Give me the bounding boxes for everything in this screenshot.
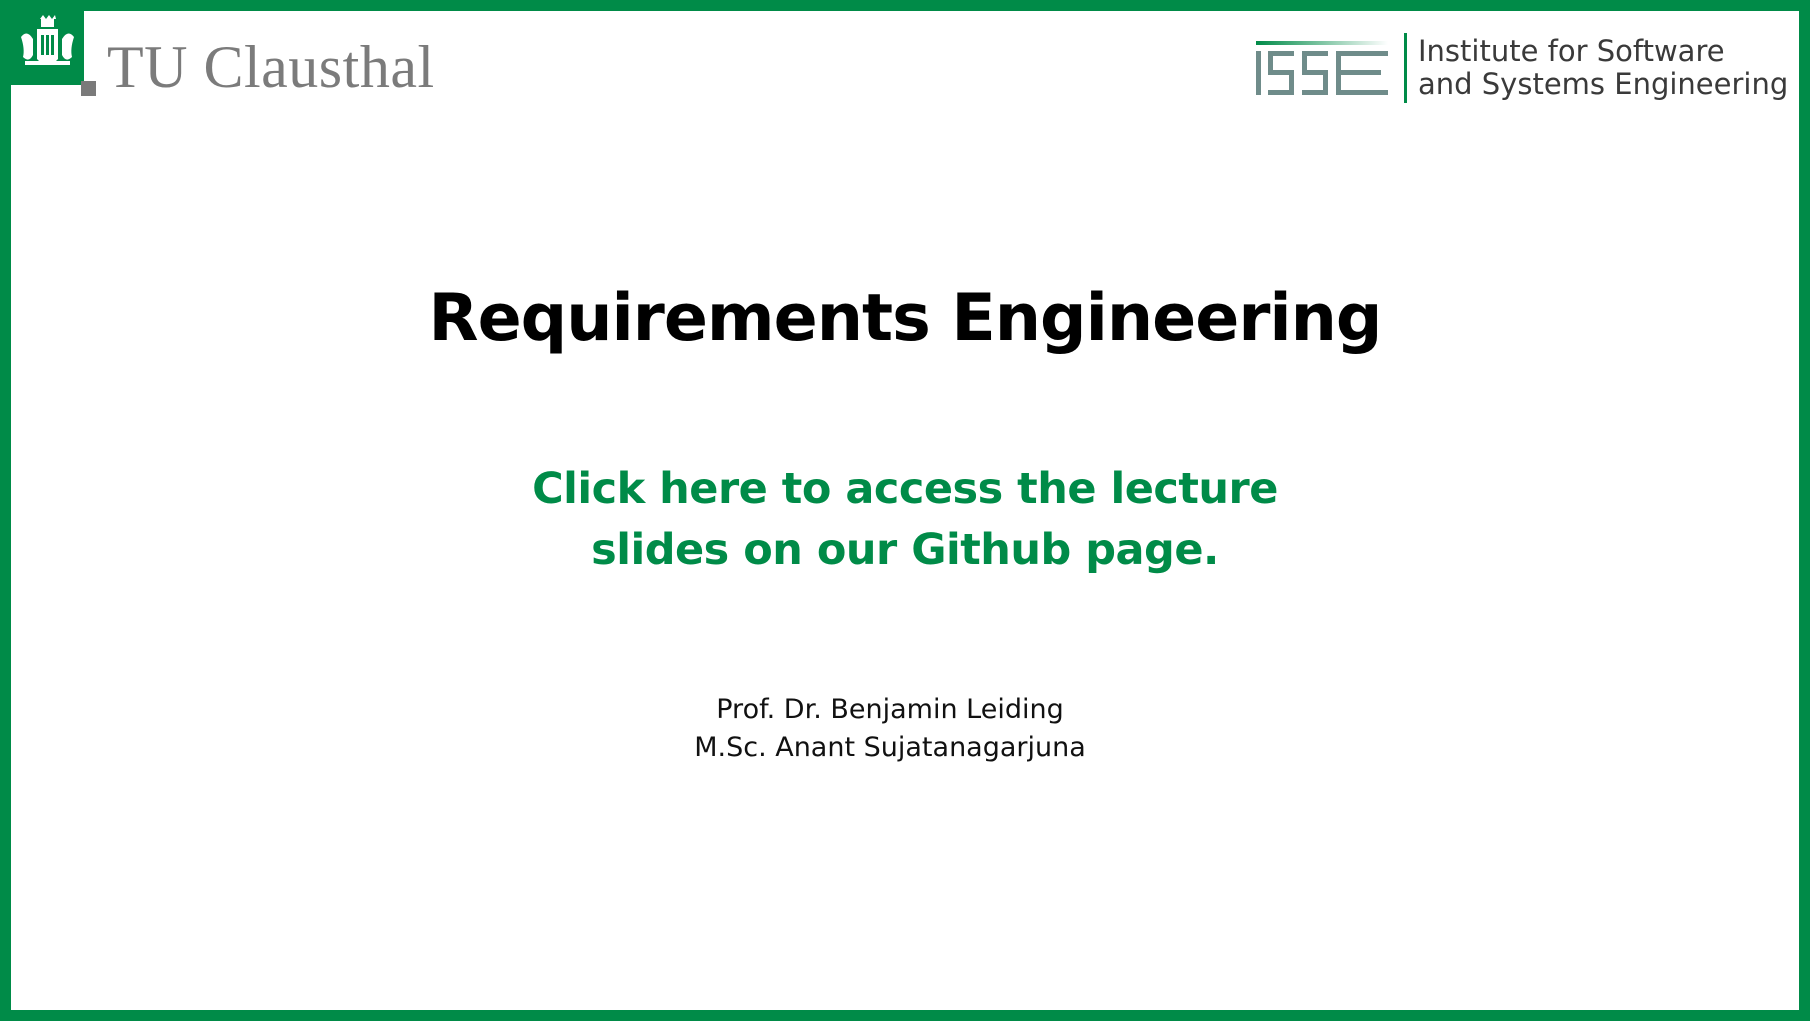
- slide-title: Requirements Engineering: [428, 281, 1382, 356]
- link-line-2[interactable]: slides on our Github page.: [591, 525, 1219, 575]
- institute-name-line2: and Systems Engineering: [1418, 67, 1789, 101]
- authors-block: [11, 691, 1799, 767]
- lecture-slides-link[interactable]: [11, 459, 1799, 581]
- isse-logo-icon: [1256, 37, 1392, 104]
- logo-square-dot: [81, 81, 96, 96]
- institute-name: [1418, 35, 1788, 101]
- university-name: TU Clausthal: [107, 34, 435, 100]
- tu-clausthal-crest-icon: [11, 11, 84, 85]
- link-line-1[interactable]: Click here to access the lecture: [532, 464, 1278, 514]
- author-name: Prof. Dr. Benjamin Leiding: [716, 694, 1064, 725]
- author-name: M.Sc. Anant Sujatanagarjuna: [694, 732, 1086, 763]
- isse-divider: [1404, 33, 1407, 103]
- institute-name-line1: Institute for Software: [1418, 34, 1725, 68]
